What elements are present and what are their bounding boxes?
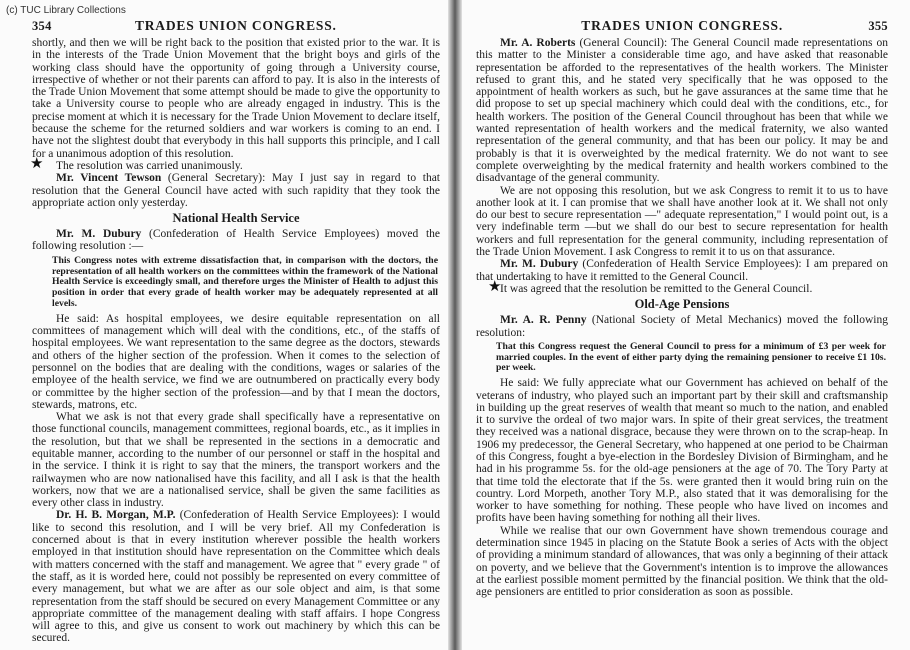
section-heading-nhs: National Health Service [172, 211, 300, 226]
speaker-name: Dr. H. B. Morgan, M.P. [56, 509, 176, 522]
dubury-speech: Mr. M. Dubury (Confederation of Health Service Employees) moved the following resolution :— [32, 228, 440, 253]
paragraph: He said: As hospital employees, we desire equitable representation on all committees of management which will deal with the conditions, etc., of the staffs of hospital employees. We want representation to the same degree as the doctors, stewards and others of the higher section of the profession. When it comes to the selection of personnel on the bodies that are dealing with the conditions, wages or salaries of the employee of the health service, we find we are outnumbered on practically every body or committee by the higher section of the profession—and by that I mean the doctors, stewards, matrons, etc. [32, 312, 440, 411]
agreed-note: ★ It was agreed that the resolution be remitted to the General Council. [476, 283, 888, 295]
page-number-right: 355 [868, 19, 888, 33]
page-right [462, 0, 910, 650]
paragraph: shortly, and then we will be right back to the position that existed prior to the war. It is in the interests of the Trade Union Movement that the bright boys and girls of the working class should have the opportunity of going through a University course, irrespective of whether or not their parents can afford to pay. It is also in the interests of the Trade Union Movement that some attempt should be made to give the opportunity to take a University course to people who are already engaged in industry. This is the precise moment at which it is necessary for the Trade Union Movement to declare itself, because the scheme for the returned soldiers and war workers is coming to an end. I have not the slightest doubt that everybody in this hall supports this principle, and I call for a unanimous adoption of this resolution. [32, 37, 440, 160]
star-icon: ★ [30, 155, 44, 172]
roberts-speech: Mr. A. Roberts (General Council): The General Council made representations on this matter to the Minister a considerable time ago, and have asked that reasonable representation be afforded to the representatives of the health workers. The Minister refused to grant this, and he stated very specifically that he was opposed to the appointment of health workers as such, but he gave assurances at the same time that he did propose to set up special machinery which could deal with the conditions, etc., for health workers. The position of the General Council throughout has been that while we wanted representation of health workers and the medical fraternity, we also wanted representation of the general community, and that has been our policy. It may be and probably is that it is overweighted by the medical fraternity. We do not want to see complete overweighting by the medical fraternity and health workers combined to the disadvantage of the general community. [476, 37, 888, 185]
speaker-name: Mr. A. Roberts [500, 37, 576, 49]
speaker-name: Mr. Vincent Tewson [56, 172, 162, 185]
watermark: (c) TUC Library Collections [6, 5, 126, 16]
speaker-name: Mr. A. R. Penny [500, 314, 587, 327]
speaker-name: Mr. M. Dubury [56, 228, 142, 241]
dubury-reply: Mr. M. Dubury (Confederation of Health Service Employees): I am prepared on that undertaking to have it remitted to the General Council. [476, 258, 888, 283]
speaker-name: Mr. M. Dubury [500, 258, 579, 271]
tewson-speech: Mr. Vincent Tewson (General Secretary): May I just say in regard to that resolution that the General Council have acted with such rapidity that they took the appropriate action only yesterday. [32, 172, 440, 209]
section-heading-pensions: Old-Age Pensions [634, 297, 730, 312]
running-title-left: TRADES UNION CONGRESS. [134, 18, 337, 33]
running-title-right: TRADES UNION CONGRESS. [581, 18, 784, 33]
running-head-right [476, 18, 888, 34]
resolution-text: This Congress notes with extreme dissatisfaction that, in comparison with the doctors, the representation of all health workers on the committees within the framework of the National Health Service is exceedingly small, and therefore urges the Minister of Health to adjust this position in order that every grade of health worker may be adequately represented at all levels. [52, 254, 438, 309]
penny-speech: Mr. A. R. Penny (National Society of Metal Mechanics) moved the following resolution: [476, 314, 888, 339]
page-left [0, 0, 448, 650]
page-number-left: 354 [32, 19, 52, 33]
paragraph: While we realise that our own Government have shown tremendous courage and determination since 1945 in placing on the Statute Book a series of Acts with the object of providing a minimum standard of allowances, that was only a beginning of their attack on poverty, and we believe that the Government's intention is to improve the allowances at the earliest possible moment permitted by the financial position. We think that the old-age pensioners are entitled to prior consideration as soon as possible. [476, 524, 888, 599]
paragraph: He said: We fully appreciate what our Government has achieved on behalf of the veterans of industry, who played such an important part by their skill and craftsmanship in building up the great reserves of wealth that meant so much to the nation, and enabled it to survive the ordeal of two major wars. In spite of their great services, the treatment they received was a national disgrace, because they were thrown on to the scrap-heap. In 1906 my predecessor, the General Secretary, who happened at one period to be Chairman of this Congress, fought a bye-election in the Bordesley Division of Birmingham, and he had in his programme 5s. for the old-age pensioners at the age of 70. The Tory Party at that time told the electorate that if the 5s. were granted then it would bring ruin on the country. Lord Morpeth, another Tory M.P., also stated that it was demoralising for the worker to have something for nothing. These people who have lived on incomes and profits have been having something for nothing all their lives. [476, 377, 888, 525]
paragraph: We are not opposing this resolution, but we ask Congress to remit it to us to have another look at it. I can promise that we shall have another look at it. We shall not only do our best to secure representation —" adequate representation," I would point out, is a very indefinable term —but we shall do our best to secure representation for health workers and full representation for the general community, including representation of the Trade Union Movement. I ask Congress to remit it to us on that assurance. [476, 184, 888, 259]
book-gutter [448, 0, 462, 650]
paragraph: What we ask is not that every grade shall specifically have a representative on those functional councils, management committees, regional boards, etc., as it implies in the resolution, but that we shall be represented in the sections in a democratic and equitable manner, according to the number of our personnel or staff in the hospital and in the service. I think it is right to say that the miners, the transport workers and the railwaymen who are now nationalised have this facility, and all I ask is that the health workers, now that we are a nationalised service, shall be given the same facilities as every other class in industry. [32, 411, 440, 510]
running-head-left [32, 18, 440, 34]
morgan-speech: Dr. H. B. Morgan, M.P. (Confederation of Health Service Employees): I would like to second this resolution, and I will be very brief. All my Confederation is concerned about is that in every institution wherever possible the health workers employed in that institution should have representation on the Committee which deals with matters concerned with the staff and management. We agree that " every grade " of the staff, as it is worded here, could not possibly be represented on every committee of every management, but what we are after as our sole object and aim, is that some representation from the staff should be secured on every Management Committee or any appropriate committee of the management dealing with staff affairs. I hope Congress will agree to this, and give us consent to work out machinery by which this can be secured. [32, 509, 441, 645]
resolution-text: That this Congress request the General Council to press for a minimum of £3 per week for married couples. In the event of either party dying the remaining pensioner to receive £1 10s. per week. [496, 340, 886, 374]
carried-note: ★ The resolution was carried unanimously. [32, 160, 440, 172]
star-icon: ★ [488, 278, 502, 295]
